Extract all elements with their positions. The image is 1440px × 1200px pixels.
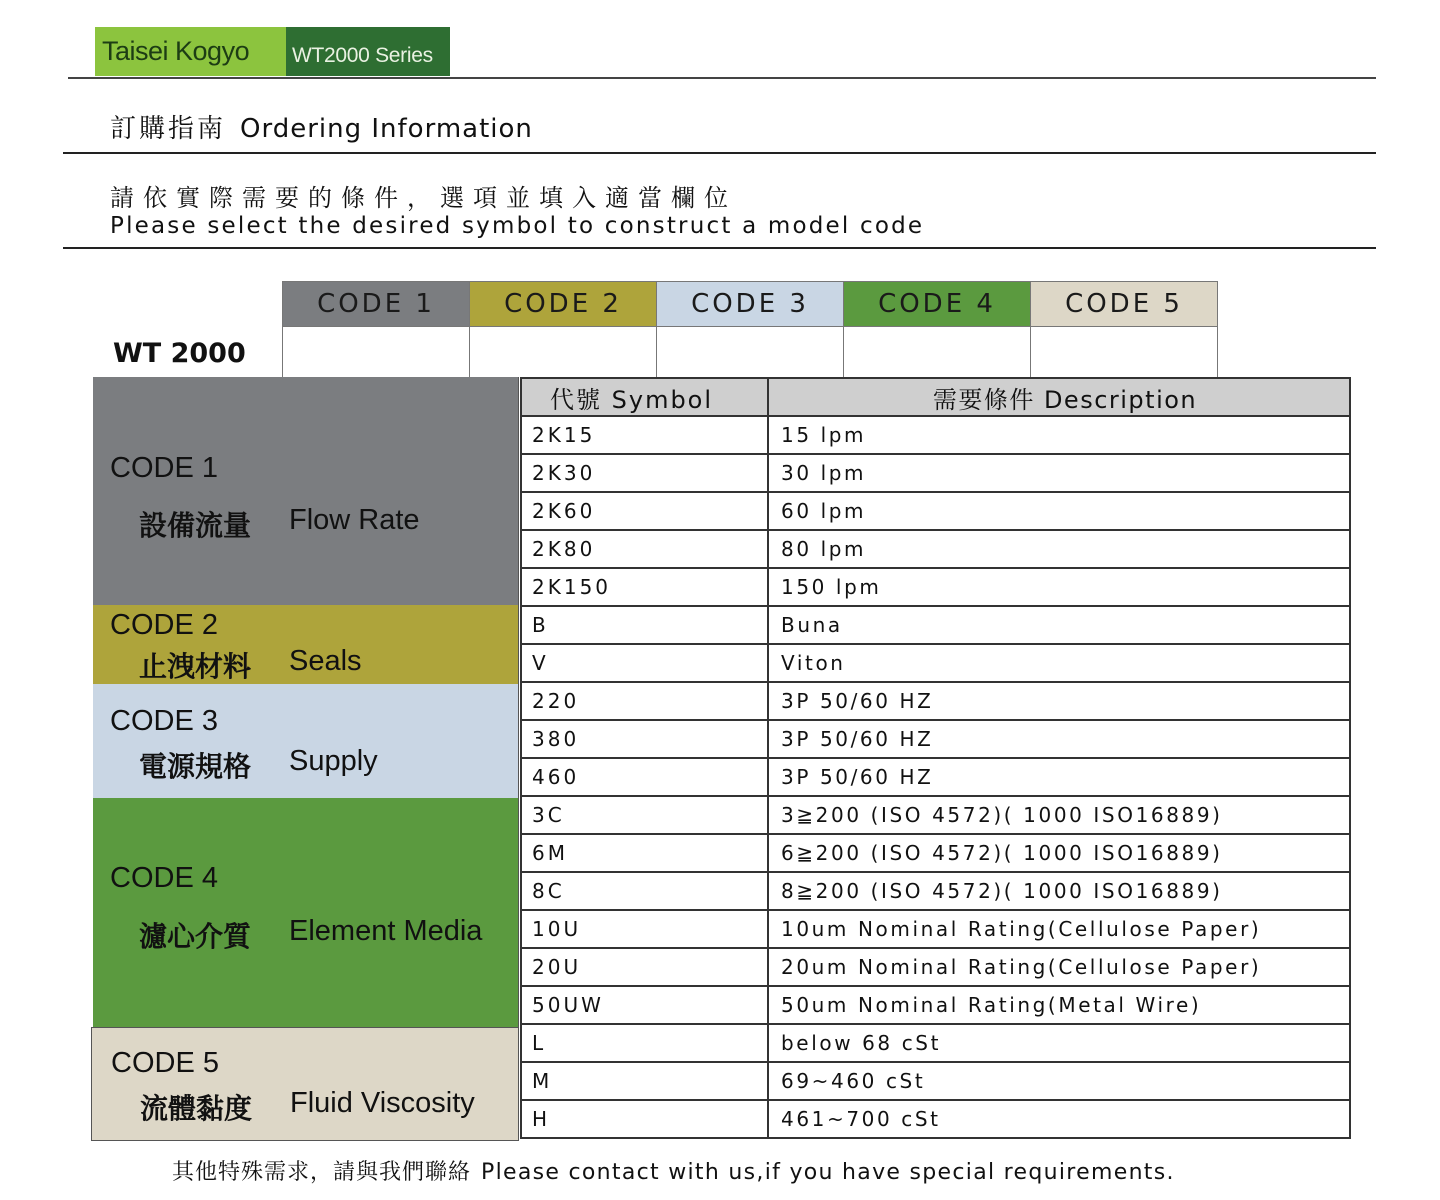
category-code4-en: Element Media	[289, 915, 483, 947]
footer-note-en: Please contact with us,if you have special requirements.	[481, 1160, 1175, 1185]
description-cell: below 68 cSt	[781, 1031, 942, 1055]
symbol-cell: V	[522, 645, 769, 681]
category-code4-zh: 濾心介質	[139, 921, 252, 952]
header-divider	[68, 77, 1376, 79]
symbol-cell: 6M	[522, 835, 769, 871]
symbol-cell: M	[522, 1063, 769, 1099]
column-header-symbol: 代號 Symbol	[522, 379, 769, 415]
description-cell: 3P 50/60 HZ	[781, 765, 934, 789]
description-cell: 30 lpm	[781, 461, 867, 485]
description-cell: 6≧200 (ISO 4572)( 1000 ISO16889)	[781, 841, 1223, 865]
symbol-cell: 3C	[522, 797, 769, 833]
symbol-cell: 380	[522, 721, 769, 757]
description-cell: 461~700 cSt	[781, 1107, 941, 1131]
code-header-5: CODE 5	[1030, 281, 1218, 327]
column-header-description: 需要條件 Description	[932, 385, 1198, 414]
symbol-cell: 460	[522, 759, 769, 795]
category-code3-en: Supply	[289, 745, 378, 777]
table-row	[522, 455, 1349, 493]
category-code2-en: Seals	[289, 645, 362, 677]
description-cell: 3P 50/60 HZ	[781, 727, 934, 751]
symbol-cell: 2K80	[522, 531, 769, 567]
table-row	[522, 759, 1349, 797]
table-body	[522, 417, 1349, 1137]
table-row	[522, 873, 1349, 911]
category-code2-label: CODE 2	[110, 609, 218, 641]
category-code3-zh: 電源規格	[139, 751, 252, 782]
category-code1-zh: 設備流量	[139, 510, 252, 541]
code-header-2: CODE 2	[469, 281, 657, 327]
table-row	[522, 987, 1349, 1025]
description-cell: 69~460 cSt	[781, 1069, 926, 1093]
category-code4	[93, 798, 519, 1027]
category-code5-zh: 流體黏度	[140, 1093, 253, 1124]
symbol-cell: H	[522, 1101, 769, 1137]
description-cell: 8≧200 (ISO 4572)( 1000 ISO16889)	[781, 879, 1223, 903]
symbol-cell: 10U	[522, 911, 769, 947]
description-cell: 50um Nominal Rating(Metal Wire)	[781, 993, 1202, 1017]
symbol-cell: 220	[522, 683, 769, 719]
table-row	[522, 949, 1349, 987]
table-row	[522, 417, 1349, 455]
title-divider	[63, 152, 1376, 154]
symbol-cell: 2K150	[522, 569, 769, 605]
table-row	[522, 569, 1349, 607]
code-header-1: CODE 1	[282, 281, 470, 327]
table-row	[522, 1063, 1349, 1101]
category-code2	[93, 605, 519, 684]
table-row	[522, 797, 1349, 835]
model-label: WT 2000	[113, 338, 246, 369]
category-code3	[93, 684, 519, 798]
instruction-divider	[63, 247, 1376, 249]
table-row	[522, 607, 1349, 645]
table-header-row	[522, 379, 1349, 417]
category-code1	[93, 377, 519, 605]
symbol-cell: L	[522, 1025, 769, 1061]
description-cell: 3≧200 (ISO 4572)( 1000 ISO16889)	[781, 803, 1223, 827]
table-row	[522, 645, 1349, 683]
page-title-en: Ordering Information	[240, 114, 533, 144]
description-cell: Viton	[781, 651, 846, 675]
symbol-cell: 2K15	[522, 417, 769, 453]
table-row	[522, 683, 1349, 721]
symbol-cell: 20U	[522, 949, 769, 985]
description-cell: 10um Nominal Rating(Cellulose Paper)	[781, 917, 1262, 941]
code-slot-1[interactable]	[282, 327, 470, 377]
brand-name: Taisei Kogyo	[102, 36, 250, 66]
footer-note-zh: 其他特殊需求，請與我們聯絡	[172, 1160, 472, 1185]
description-cell: 3P 50/60 HZ	[781, 689, 934, 713]
footer-note	[172, 1155, 1175, 1186]
category-code5-en: Fluid Viscosity	[290, 1087, 475, 1119]
symbol-cell: 50UW	[522, 987, 769, 1023]
code-header-3: CODE 3	[656, 281, 844, 327]
description-cell: Buna	[781, 613, 843, 637]
instruction-en: Please select the desired symbol to construct a model code	[110, 213, 925, 239]
page-title	[110, 108, 533, 145]
code-slot-4[interactable]	[843, 327, 1031, 377]
symbol-cell: B	[522, 607, 769, 643]
category-code5	[91, 1027, 519, 1141]
table-row	[522, 1101, 1349, 1137]
category-code1-en: Flow Rate	[289, 504, 420, 536]
options-table	[520, 377, 1351, 1139]
code-header-4: CODE 4	[843, 281, 1031, 327]
symbol-cell: 8C	[522, 873, 769, 909]
code-slot-3[interactable]	[656, 327, 844, 377]
symbol-cell: 2K60	[522, 493, 769, 529]
instruction-zh: 請依實際需要的條件，選項並填入適當欄位	[110, 184, 737, 212]
code-slot-2[interactable]	[469, 327, 657, 377]
series-name: WT2000 Series	[292, 44, 433, 67]
description-cell: 20um Nominal Rating(Cellulose Paper)	[781, 955, 1262, 979]
table-row	[522, 911, 1349, 949]
page-title-zh: 訂購指南	[110, 114, 227, 144]
symbol-cell: 2K30	[522, 455, 769, 491]
description-cell: 80 lpm	[781, 537, 867, 561]
category-code3-label: CODE 3	[110, 705, 218, 737]
description-cell: 15 lpm	[781, 423, 867, 447]
code-slot-5[interactable]	[1030, 327, 1218, 377]
category-code5-label: CODE 5	[111, 1047, 219, 1079]
table-row	[522, 1025, 1349, 1063]
table-row	[522, 721, 1349, 759]
table-row	[522, 531, 1349, 569]
category-code4-label: CODE 4	[110, 862, 218, 894]
table-row	[522, 493, 1349, 531]
description-cell: 60 lpm	[781, 499, 867, 523]
description-cell: 150 lpm	[781, 575, 882, 599]
category-code1-label: CODE 1	[110, 452, 218, 484]
table-row	[522, 835, 1349, 873]
category-code2-zh: 止洩材料	[139, 651, 252, 682]
